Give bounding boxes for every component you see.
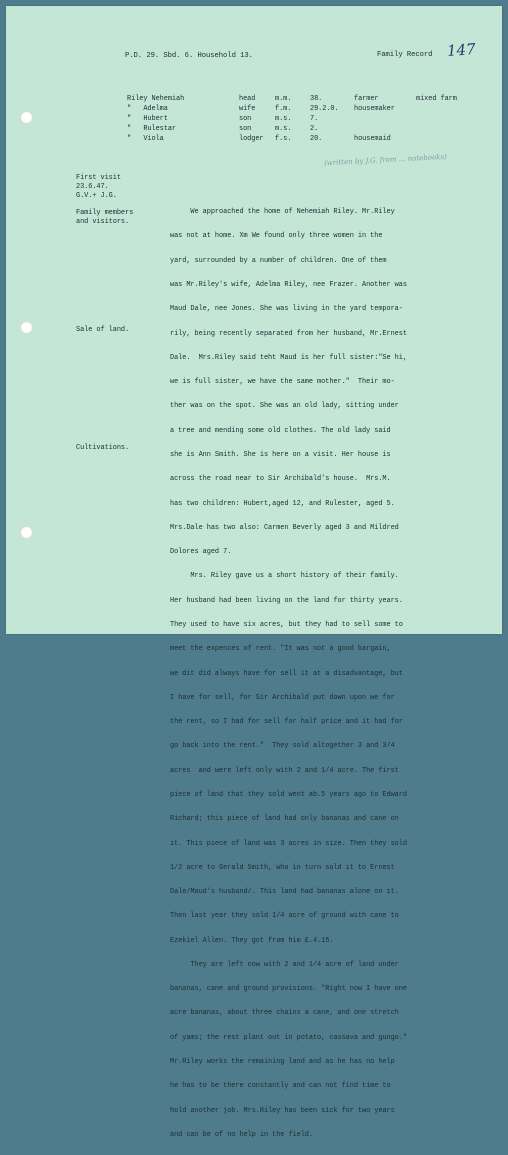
margin-label-cultivations: Cultivations.: [76, 444, 130, 452]
family-record-label: Family Record: [377, 51, 433, 59]
punch-hole-middle: [20, 321, 33, 334]
member-age: 20.: [310, 135, 323, 143]
member-name: " Rulestar: [127, 125, 177, 133]
member-name: Riley Nehemiah: [127, 95, 185, 103]
member-status: f.s.: [275, 135, 292, 143]
member-age: 7.: [310, 115, 319, 123]
body-line: piece of land that they sold went ab.5 years ago to Edward: [170, 790, 407, 799]
member-name: " Adelma: [127, 105, 168, 113]
member-extra: mixed farm: [416, 95, 457, 103]
body-line: meet the expences of rent. "It was not a good bargain,: [170, 645, 391, 654]
body-line: Mrs.Dale has two also: Carmen Beverly aged 3 and Mildred: [170, 523, 399, 532]
body-line: They used to have six acres, but they had to sell some to: [170, 620, 403, 629]
member-status: m.s.: [275, 115, 292, 123]
pencil-annotation: (written by J.G. from ... notebooks): [323, 152, 447, 168]
member-occupation: housemaker: [354, 105, 395, 113]
household-reference: P.D. 29. Sbd. 6. Household 13.: [125, 52, 253, 60]
visit-visitors: G.V.+ J.G.: [76, 192, 117, 200]
document-page: [6, 6, 502, 1139]
member-relation: wife: [239, 105, 256, 113]
body-line: yard, surrounded by a number of children. One of them: [170, 256, 387, 265]
visit-label: First visit: [76, 174, 121, 182]
body-line: we dit did always have for sell it at a disadvantage, but: [170, 669, 403, 678]
body-line: I have for sell, for Sir Archibald put down upon we for: [170, 693, 395, 702]
member-age: 38.: [310, 95, 323, 103]
body-line: he has to be there constantly and can not find time to: [170, 1082, 391, 1091]
body-line: Her husband had been living on the land for thirty years.: [170, 596, 403, 605]
member-occupation: farmer: [354, 95, 379, 103]
family-record-number: 147: [446, 40, 477, 60]
body-line: ther was on the spot. She was an old lady, sitting under: [170, 402, 399, 411]
body-line: rily, being recently separated from her husband, Mr.Ernest: [170, 329, 407, 338]
member-relation: son: [239, 115, 252, 123]
member-relation: head: [239, 95, 256, 103]
body-line: of yams; the rest plant out in potato, cassava and gungo.": [170, 1033, 407, 1042]
member-occupation: housemaid: [354, 135, 391, 143]
margin-label-family: Family members: [76, 209, 134, 217]
body-line: go back into the rent." They sold altogether 3 and 3/4: [170, 742, 395, 751]
visit-date: 23.6.47.: [76, 183, 109, 191]
body-line: 1/2 acre to Gerald Smith, who in turn sold it to Ernest: [170, 863, 395, 872]
body-line: has two children: Hubert,aged 12, and Rulester, aged 5.: [170, 499, 395, 508]
member-status: f.m.: [275, 105, 292, 113]
member-name: " Hubert: [127, 115, 168, 123]
member-status: m.m.: [275, 95, 292, 103]
body-line: Dale/Maud's husband/. This land had bananas alone on it.: [170, 888, 399, 897]
body-line: acre bananas, about three chains a cane, and one stretch: [170, 1009, 399, 1018]
body-line: Then last year they sold 1/4 acre of ground with cane to: [170, 912, 399, 921]
body-line: They are left now with 2 and 1/4 acre of land under: [170, 960, 399, 969]
margin-label-family-cont: and visitors.: [76, 218, 130, 226]
body-line: hold another job. Mrs.Riley has been sick for two years: [170, 1106, 395, 1115]
member-status: m.s.: [275, 125, 292, 133]
body-line: it. This piece of land was 3 acres in size. Then they sold: [170, 839, 407, 848]
member-relation: lodger: [239, 135, 264, 143]
punch-hole-bottom: [20, 526, 33, 539]
body-line: across the road near to Sir Archibald's house. Mrs.M.: [170, 475, 391, 484]
body-line: Richard; this piece of land had only bananas and cane on: [170, 815, 399, 824]
margin-label-land: Sale of land.: [76, 326, 130, 334]
body-line: Maud Dale, nee Jones. She was living in the yard tempora-: [170, 305, 403, 314]
punch-hole-top: [20, 111, 33, 124]
body-line: we is full sister, we have the same mother." Their mo-: [170, 378, 395, 387]
narrative-body: [170, 192, 407, 1155]
body-line: Mr.Riley works the remaining land and as he has no help: [170, 1058, 395, 1067]
body-line: was Mr.Riley's wife, Adelma Riley, nee Frazer. Another was: [170, 281, 407, 290]
member-age: 29.2.0.: [310, 105, 339, 113]
body-line: a tree and mending some old clothes. The old lady said: [170, 426, 391, 435]
body-line: Dolores aged 7.: [170, 548, 232, 557]
body-line: and can be of no help in the field.: [170, 1130, 313, 1139]
body-line: was not at home. Xm We found only three women in the: [170, 232, 383, 241]
member-age: 2.: [310, 125, 319, 133]
body-line: the rent, so I had for sell for half price and it had for: [170, 718, 403, 727]
member-relation: son: [239, 125, 252, 133]
body-line: Dale. Mrs.Riley said teht Maud is her full sister:"Se hi,: [170, 353, 407, 362]
body-line: bananas, cane and ground provisions. "Right now I have one: [170, 985, 407, 994]
body-line: Mrs. Riley gave us a short history of their family.: [170, 572, 399, 581]
member-name: " Viola: [127, 135, 164, 143]
body-line: she is Ann Smith. She is here on a visit. Her house is: [170, 451, 391, 459]
body-line: We approached the home of Nehemiah Riley. Mr.Riley: [170, 208, 395, 217]
body-line: acres and were left only with 2 and 1/4 acre. The first: [170, 766, 399, 775]
body-line: Ezekiel Allen. They got from him £.4.15.: [170, 936, 334, 945]
